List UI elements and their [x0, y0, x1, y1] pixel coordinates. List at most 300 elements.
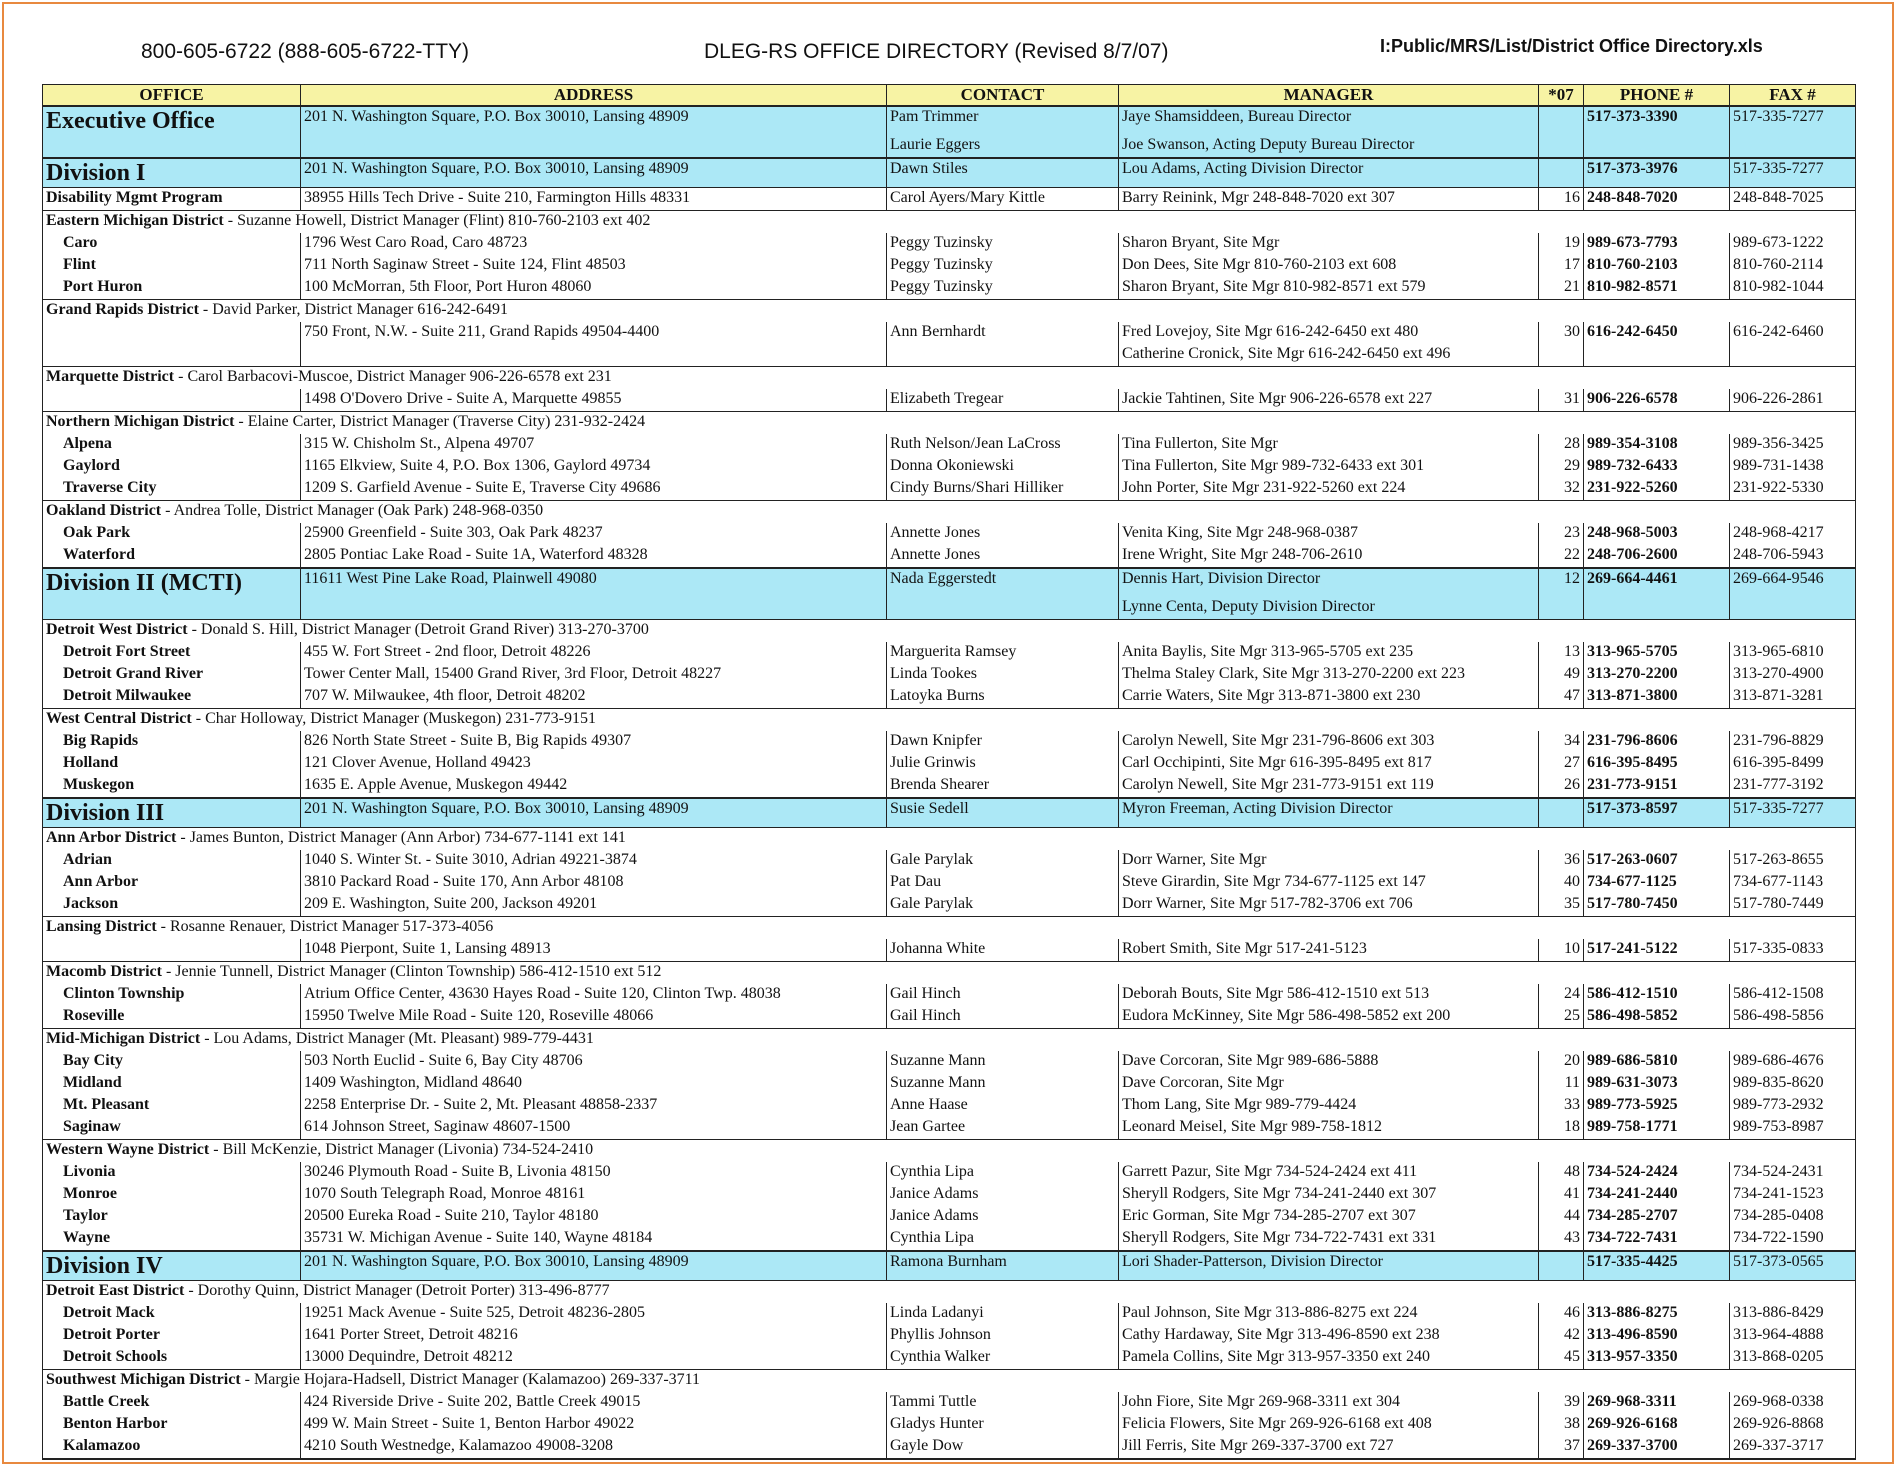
cell-phone: 313-886-8275 [1584, 1303, 1730, 1325]
cell-num [1539, 597, 1584, 620]
cell-fax: 989-731-1438 [1730, 456, 1856, 478]
cell-num [1539, 106, 1584, 135]
cell-num [1539, 344, 1584, 367]
district-manager: - Char Holloway, District Manager (Muskegon) 231-773-9151 [191, 710, 596, 727]
cell-address: 38955 Hills Tech Drive - Suite 210, Farmington Hills 48331 [301, 188, 887, 211]
cell-contact: Peggy Tuzinsky [887, 233, 1119, 255]
district-heading [43, 709, 1856, 732]
district-manager: - David Parker, District Manager 616-242-6491 [198, 301, 508, 318]
cell-manager: Catherine Cronick, Site Mgr 616-242-6450 ext 496 [1119, 344, 1539, 367]
cell-manager: Dorr Warner, Site Mgr 517-782-3706 ext 706 [1119, 894, 1539, 917]
cell-office: Holland [43, 753, 301, 775]
cell-fax: 734-241-1523 [1730, 1184, 1856, 1206]
table-row [43, 664, 1856, 686]
district-name: Detroit West District [46, 621, 188, 638]
cell-contact: Ruth Nelson/Jean LaCross [887, 434, 1119, 456]
division-row [43, 798, 1856, 828]
cell-office: Midland [43, 1073, 301, 1095]
cell-address: 1409 Washington, Midland 48640 [301, 1073, 887, 1095]
cell-contact: Julie Grinwis [887, 753, 1119, 775]
table-row [43, 434, 1856, 456]
district-name: Grand Rapids District [46, 301, 199, 318]
table-row [43, 686, 1856, 709]
cell-fax: 269-337-3717 [1730, 1436, 1856, 1459]
cell-manager: Dave Corcoran, Site Mgr [1119, 1073, 1539, 1095]
cell-num: 30 [1539, 322, 1584, 344]
cell-num: 41 [1539, 1184, 1584, 1206]
division-row [43, 1251, 1856, 1281]
cell-phone: 313-496-8590 [1584, 1325, 1730, 1347]
cell-fax: 989-835-8620 [1730, 1073, 1856, 1095]
cell-num: 10 [1539, 939, 1584, 962]
district-row [43, 709, 1856, 732]
table-row [43, 1436, 1856, 1459]
table-row [43, 753, 1856, 775]
district-heading [43, 828, 1856, 851]
cell-address: 750 Front, N.W. - Suite 211, Grand Rapids 49504-4400 [301, 322, 887, 344]
cell-address: 4210 South Westnedge, Kalamazoo 49008-3208 [301, 1436, 887, 1459]
cell-fax: 313-886-8429 [1730, 1303, 1856, 1325]
cell-contact: Annette Jones [887, 545, 1119, 568]
cell-address: 201 N. Washington Square, P.O. Box 30010, Lansing 48909 [301, 1251, 887, 1281]
district-row [43, 1281, 1856, 1304]
cell-contact: Ann Bernhardt [887, 322, 1119, 344]
cell-manager: Myron Freeman, Acting Division Director [1119, 798, 1539, 828]
cell-fax: 989-753-8987 [1730, 1117, 1856, 1140]
district-manager: - James Bunton, District Manager (Ann Arbor) 734-677-1141 ext 141 [176, 829, 626, 846]
district-row [43, 211, 1856, 234]
cell-address: 15950 Twelve Mile Road - Suite 120, Roseville 48066 [301, 1006, 887, 1029]
cell-contact: Gladys Hunter [887, 1414, 1119, 1436]
cell-manager: Dennis Hart, Division Director [1119, 568, 1539, 597]
cell-contact: Cynthia Lipa [887, 1228, 1119, 1251]
cell-num: 45 [1539, 1347, 1584, 1370]
cell-address: 826 North State Street - Suite B, Big Rapids 49307 [301, 731, 887, 753]
cell-phone: 734-285-2707 [1584, 1206, 1730, 1228]
district-row [43, 917, 1856, 940]
cell-num: 27 [1539, 753, 1584, 775]
cell-contact: Cynthia Walker [887, 1347, 1119, 1370]
cell-office: Benton Harbor [43, 1414, 301, 1436]
district-manager: - Carol Barbacovi-Muscoe, District Manager 906-226-6578 ext 231 [174, 368, 612, 385]
table-row [43, 1206, 1856, 1228]
division-row [43, 568, 1856, 597]
cell-phone: 517-373-3976 [1584, 158, 1730, 188]
cell-num [1539, 1251, 1584, 1281]
district-name: Lansing District [46, 918, 157, 935]
col-header-contact: CONTACT [887, 85, 1119, 107]
cell-fax: 734-285-0408 [1730, 1206, 1856, 1228]
cell-office: Jackson [43, 894, 301, 917]
cell-address: 707 W. Milwaukee, 4th floor, Detroit 48202 [301, 686, 887, 709]
col-header-manager: MANAGER [1119, 85, 1539, 107]
cell-office: Kalamazoo [43, 1436, 301, 1459]
cell-contact: Peggy Tuzinsky [887, 255, 1119, 277]
cell-num [1539, 158, 1584, 188]
cell-contact: Gail Hinch [887, 1006, 1119, 1029]
cell-contact [887, 597, 1119, 620]
table-row [43, 939, 1856, 962]
cell-num: 26 [1539, 775, 1584, 798]
cell-office: Division I [43, 158, 301, 188]
cell-phone [1584, 344, 1730, 367]
cell-num: 42 [1539, 1325, 1584, 1347]
cell-fax: 269-664-9546 [1730, 568, 1856, 597]
cell-phone: 517-263-0607 [1584, 850, 1730, 872]
table-row [43, 545, 1856, 568]
cell-office: Bay City [43, 1051, 301, 1073]
cell-manager: Carolyn Newell, Site Mgr 231-773-9151 ext 119 [1119, 775, 1539, 798]
cell-address: Atrium Office Center, 43630 Hayes Road - Suite 120, Clinton Twp. 48038 [301, 984, 887, 1006]
cell-office: Detroit Porter [43, 1325, 301, 1347]
district-manager: - Dorothy Quinn, District Manager (Detroit Porter) 313-496-8777 [184, 1282, 610, 1299]
table-row [43, 1325, 1856, 1347]
cell-phone: 734-677-1125 [1584, 872, 1730, 894]
cell-address: 455 W. Fort Street - 2nd floor, Detroit 48226 [301, 642, 887, 664]
district-row [43, 1140, 1856, 1163]
cell-num: 47 [1539, 686, 1584, 709]
cell-manager: Lou Adams, Acting Division Director [1119, 158, 1539, 188]
cell-office: Detroit Milwaukee [43, 686, 301, 709]
cell-contact: Pam Trimmer [887, 106, 1119, 135]
cell-contact: Jean Gartee [887, 1117, 1119, 1140]
cell-address: 201 N. Washington Square, P.O. Box 30010, Lansing 48909 [301, 158, 887, 188]
cell-contact: Pat Dau [887, 872, 1119, 894]
cell-phone: 248-968-5003 [1584, 523, 1730, 545]
cell-num: 25 [1539, 1006, 1584, 1029]
cell-office: Big Rapids [43, 731, 301, 753]
cell-num: 39 [1539, 1392, 1584, 1414]
cell-fax: 231-777-3192 [1730, 775, 1856, 798]
cell-office: Adrian [43, 850, 301, 872]
cell-contact: Gale Parylak [887, 894, 1119, 917]
district-heading [43, 367, 1856, 390]
cell-office [43, 597, 301, 620]
cell-manager: Carrie Waters, Site Mgr 313-871-3800 ext 230 [1119, 686, 1539, 709]
cell-office [43, 344, 301, 367]
division-row [43, 106, 1856, 135]
cell-contact: Annette Jones [887, 523, 1119, 545]
table-row [43, 1347, 1856, 1370]
cell-fax: 517-373-0565 [1730, 1251, 1856, 1281]
cell-num: 17 [1539, 255, 1584, 277]
cell-phone: 517-373-8597 [1584, 798, 1730, 828]
district-heading [43, 211, 1856, 234]
cell-address: 2805 Pontiac Lake Road - Suite 1A, Waterford 48328 [301, 545, 887, 568]
cell-office: Monroe [43, 1184, 301, 1206]
table-body [43, 106, 1856, 1459]
cell-phone: 616-242-6450 [1584, 322, 1730, 344]
cell-fax: 586-498-5856 [1730, 1006, 1856, 1029]
cell-fax: 248-848-7025 [1730, 188, 1856, 211]
district-manager: - Margie Hojara-Hadsell, District Manager (Kalamazoo) 269-337-3711 [240, 1371, 701, 1388]
cell-fax: 989-686-4676 [1730, 1051, 1856, 1073]
col-header-phone: PHONE # [1584, 85, 1730, 107]
cell-contact: Cynthia Lipa [887, 1162, 1119, 1184]
district-manager: - Bill McKenzie, District Manager (Livonia) 734-524-2410 [209, 1141, 594, 1158]
cell-fax: 810-982-1044 [1730, 277, 1856, 300]
cell-num: 13 [1539, 642, 1584, 664]
cell-contact: Linda Ladanyi [887, 1303, 1119, 1325]
cell-num: 28 [1539, 434, 1584, 456]
district-row [43, 1029, 1856, 1052]
district-heading [43, 1140, 1856, 1163]
cell-num: 38 [1539, 1414, 1584, 1436]
district-row [43, 367, 1856, 390]
cell-office [43, 135, 301, 158]
cell-office: Clinton Township [43, 984, 301, 1006]
cell-phone: 734-241-2440 [1584, 1184, 1730, 1206]
cell-phone: 586-498-5852 [1584, 1006, 1730, 1029]
cell-manager: Steve Girardin, Site Mgr 734-677-1125 ext 147 [1119, 872, 1539, 894]
cell-office: Taylor [43, 1206, 301, 1228]
cell-office: Saginaw [43, 1117, 301, 1140]
cell-contact: Phyllis Johnson [887, 1325, 1119, 1347]
district-row [43, 412, 1856, 435]
table-row [43, 775, 1856, 798]
district-name: Mid-Michigan District [46, 1030, 201, 1047]
header-phone: 800-605-6722 (888-605-6722-TTY) [141, 40, 470, 63]
table-row [43, 1414, 1856, 1436]
table-row [43, 894, 1856, 917]
cell-address: 35731 W. Michigan Avenue - Suite 140, Wayne 48184 [301, 1228, 887, 1251]
cell-fax: 313-871-3281 [1730, 686, 1856, 709]
cell-phone: 248-848-7020 [1584, 188, 1730, 211]
cell-office: Flint [43, 255, 301, 277]
table-row [43, 731, 1856, 753]
cell-num: 19 [1539, 233, 1584, 255]
cell-address: 2258 Enterprise Dr. - Suite 2, Mt. Pleasant 48858-2337 [301, 1095, 887, 1117]
table-row [43, 872, 1856, 894]
cell-phone: 517-241-5122 [1584, 939, 1730, 962]
cell-manager: Felicia Flowers, Site Mgr 269-926-6168 ext 408 [1119, 1414, 1539, 1436]
cell-fax: 734-677-1143 [1730, 872, 1856, 894]
cell-contact: Laurie Eggers [887, 135, 1119, 158]
cell-phone: 313-957-3350 [1584, 1347, 1730, 1370]
cell-phone [1584, 597, 1730, 620]
cell-fax: 517-335-7277 [1730, 798, 1856, 828]
cell-office: Waterford [43, 545, 301, 568]
cell-fax: 989-773-2932 [1730, 1095, 1856, 1117]
cell-address: 1048 Pierpont, Suite 1, Lansing 48913 [301, 939, 887, 962]
cell-manager: Irene Wright, Site Mgr 248-706-2610 [1119, 545, 1539, 568]
cell-address: 25900 Greenfield - Suite 303, Oak Park 48237 [301, 523, 887, 545]
cell-contact: Gail Hinch [887, 984, 1119, 1006]
cell-num: 16 [1539, 188, 1584, 211]
cell-manager: Cathy Hardaway, Site Mgr 313-496-8590 ext 238 [1119, 1325, 1539, 1347]
table-row [43, 478, 1856, 501]
cell-fax: 313-965-6810 [1730, 642, 1856, 664]
cell-num: 31 [1539, 389, 1584, 412]
cell-manager: Paul Johnson, Site Mgr 313-886-8275 ext 224 [1119, 1303, 1539, 1325]
cell-address: 121 Clover Avenue, Holland 49423 [301, 753, 887, 775]
cell-address [301, 344, 887, 367]
col-header-address: ADDRESS [301, 85, 887, 107]
cell-manager: Lori Shader-Patterson, Division Director [1119, 1251, 1539, 1281]
cell-address: 1165 Elkview, Suite 4, P.O. Box 1306, Gaylord 49734 [301, 456, 887, 478]
table-row [43, 1117, 1856, 1140]
cell-contact: Dawn Stiles [887, 158, 1119, 188]
cell-manager: Carolyn Newell, Site Mgr 231-796-8606 ext 303 [1119, 731, 1539, 753]
cell-contact: Linda Tookes [887, 664, 1119, 686]
cell-phone: 989-354-3108 [1584, 434, 1730, 456]
cell-contact: Suzanne Mann [887, 1051, 1119, 1073]
cell-office: Division IV [43, 1251, 301, 1281]
header-bar [0, 30, 1900, 70]
district-heading [43, 1370, 1856, 1393]
cell-fax: 313-868-0205 [1730, 1347, 1856, 1370]
col-header-office: OFFICE [43, 85, 301, 107]
table-row [43, 188, 1856, 211]
cell-num: 35 [1539, 894, 1584, 917]
table-row [43, 1184, 1856, 1206]
cell-contact: Susie Sedell [887, 798, 1119, 828]
table-row [43, 642, 1856, 664]
cell-fax: 248-706-5943 [1730, 545, 1856, 568]
cell-phone: 269-337-3700 [1584, 1436, 1730, 1459]
cell-manager: Tina Fullerton, Site Mgr 989-732-6433 ext 301 [1119, 456, 1539, 478]
cell-manager: Thom Lang, Site Mgr 989-779-4424 [1119, 1095, 1539, 1117]
cell-fax: 734-524-2431 [1730, 1162, 1856, 1184]
district-name: Marquette District [46, 368, 175, 385]
cell-fax [1730, 597, 1856, 620]
cell-address [301, 135, 887, 158]
cell-address: 711 North Saginaw Street - Suite 124, Flint 48503 [301, 255, 887, 277]
cell-office: Disability Mgmt Program [43, 188, 301, 211]
cell-address: 1498 O'Dovero Drive - Suite A, Marquette 49855 [301, 389, 887, 412]
cell-phone: 989-673-7793 [1584, 233, 1730, 255]
cell-address: 100 McMorran, 5th Floor, Port Huron 48060 [301, 277, 887, 300]
cell-contact: Janice Adams [887, 1184, 1119, 1206]
cell-address: 503 North Euclid - Suite 6, Bay City 48706 [301, 1051, 887, 1073]
cell-manager: Tina Fullerton, Site Mgr [1119, 434, 1539, 456]
district-name: Eastern Michigan District [46, 212, 224, 229]
cell-manager: Deborah Bouts, Site Mgr 586-412-1510 ext 513 [1119, 984, 1539, 1006]
cell-num: 43 [1539, 1228, 1584, 1251]
cell-phone: 313-270-2200 [1584, 664, 1730, 686]
district-row [43, 620, 1856, 643]
cell-address: 1641 Porter Street, Detroit 48216 [301, 1325, 887, 1347]
district-name: Detroit East District [46, 1282, 185, 1299]
cell-address: 1040 S. Winter St. - Suite 3010, Adrian 49221-3874 [301, 850, 887, 872]
district-heading [43, 501, 1856, 524]
cell-phone: 616-395-8495 [1584, 753, 1730, 775]
district-name: West Central District [46, 710, 192, 727]
cell-phone: 989-686-5810 [1584, 1051, 1730, 1073]
col-header-07: *07 [1539, 85, 1584, 107]
cell-manager: Sharon Bryant, Site Mgr [1119, 233, 1539, 255]
cell-manager: Sheryll Rodgers, Site Mgr 734-722-7431 ext 331 [1119, 1228, 1539, 1251]
cell-office: Roseville [43, 1006, 301, 1029]
cell-manager: Leonard Meisel, Site Mgr 989-758-1812 [1119, 1117, 1539, 1140]
cell-phone: 248-706-2600 [1584, 545, 1730, 568]
cell-address: 424 Riverside Drive - Suite 202, Battle Creek 49015 [301, 1392, 887, 1414]
cell-fax: 616-395-8499 [1730, 753, 1856, 775]
cell-fax: 734-722-1590 [1730, 1228, 1856, 1251]
cell-num: 18 [1539, 1117, 1584, 1140]
cell-num: 24 [1539, 984, 1584, 1006]
table-row [43, 1006, 1856, 1029]
cell-fax: 989-356-3425 [1730, 434, 1856, 456]
cell-office: Ann Arbor [43, 872, 301, 894]
cell-contact: Carol Ayers/Mary Kittle [887, 188, 1119, 211]
cell-contact [887, 344, 1119, 367]
cell-num: 23 [1539, 523, 1584, 545]
cell-phone: 517-373-3390 [1584, 106, 1730, 135]
cell-manager: Don Dees, Site Mgr 810-760-2103 ext 608 [1119, 255, 1539, 277]
cell-num: 49 [1539, 664, 1584, 686]
district-row [43, 501, 1856, 524]
cell-office [43, 939, 301, 962]
cell-num: 29 [1539, 456, 1584, 478]
cell-phone: 231-773-9151 [1584, 775, 1730, 798]
table-row [43, 1228, 1856, 1251]
cell-contact: Latoyka Burns [887, 686, 1119, 709]
table-row [43, 344, 1856, 367]
cell-num: 40 [1539, 872, 1584, 894]
cell-phone: 989-631-3073 [1584, 1073, 1730, 1095]
cell-address: 315 W. Chisholm St., Alpena 49707 [301, 434, 887, 456]
cell-office: Executive Office [43, 106, 301, 135]
cell-num: 12 [1539, 568, 1584, 597]
office-directory-table [42, 84, 1856, 1460]
cell-fax: 989-673-1222 [1730, 233, 1856, 255]
cell-contact: Gayle Dow [887, 1436, 1119, 1459]
district-manager: - Suzanne Howell, District Manager (Flint) 810-760-2103 ext 402 [223, 212, 651, 229]
cell-address: 1635 E. Apple Avenue, Muskegon 49442 [301, 775, 887, 798]
cell-num: 36 [1539, 850, 1584, 872]
district-row [43, 828, 1856, 851]
cell-manager: Dave Corcoran, Site Mgr 989-686-5888 [1119, 1051, 1539, 1073]
table-row [43, 1392, 1856, 1414]
cell-office: Port Huron [43, 277, 301, 300]
cell-contact: Brenda Shearer [887, 775, 1119, 798]
cell-address: 614 Johnson Street, Saginaw 48607-1500 [301, 1117, 887, 1140]
cell-fax: 231-922-5330 [1730, 478, 1856, 501]
cell-office: Oak Park [43, 523, 301, 545]
cell-manager: Carl Occhipinti, Site Mgr 616-395-8495 ext 817 [1119, 753, 1539, 775]
cell-phone: 231-922-5260 [1584, 478, 1730, 501]
cell-office: Battle Creek [43, 1392, 301, 1414]
district-heading [43, 620, 1856, 643]
district-heading [43, 917, 1856, 940]
cell-phone: 517-780-7450 [1584, 894, 1730, 917]
district-name: Western Wayne District [46, 1141, 210, 1158]
cell-manager: Eric Gorman, Site Mgr 734-285-2707 ext 307 [1119, 1206, 1539, 1228]
cell-office: Detroit Grand River [43, 664, 301, 686]
cell-phone: 734-722-7431 [1584, 1228, 1730, 1251]
cell-fax: 517-780-7449 [1730, 894, 1856, 917]
cell-manager: Robert Smith, Site Mgr 517-241-5123 [1119, 939, 1539, 962]
table-row [43, 1303, 1856, 1325]
cell-address: 1209 S. Garfield Avenue - Suite E, Traverse City 49686 [301, 478, 887, 501]
cell-office: Division III [43, 798, 301, 828]
district-manager: - Andrea Tolle, District Manager (Oak Park) 248-968-0350 [161, 502, 544, 519]
cell-manager: Jill Ferris, Site Mgr 269-337-3700 ext 727 [1119, 1436, 1539, 1459]
district-manager: - Donald S. Hill, District Manager (Detroit Grand River) 313-270-3700 [187, 621, 649, 638]
file-path: I:Public/MRS/List/District Office Directory.xls [1380, 36, 1763, 56]
cell-manager: John Fiore, Site Mgr 269-968-3311 ext 304 [1119, 1392, 1539, 1414]
cell-phone: 989-732-6433 [1584, 456, 1730, 478]
cell-contact: Peggy Tuzinsky [887, 277, 1119, 300]
cell-office: Muskegon [43, 775, 301, 798]
cell-office [43, 389, 301, 412]
table-row [43, 1162, 1856, 1184]
cell-phone: 231-796-8606 [1584, 731, 1730, 753]
cell-office: Alpena [43, 434, 301, 456]
cell-fax [1730, 135, 1856, 158]
district-manager: - Elaine Carter, District Manager (Traverse City) 231-932-2424 [234, 413, 646, 430]
